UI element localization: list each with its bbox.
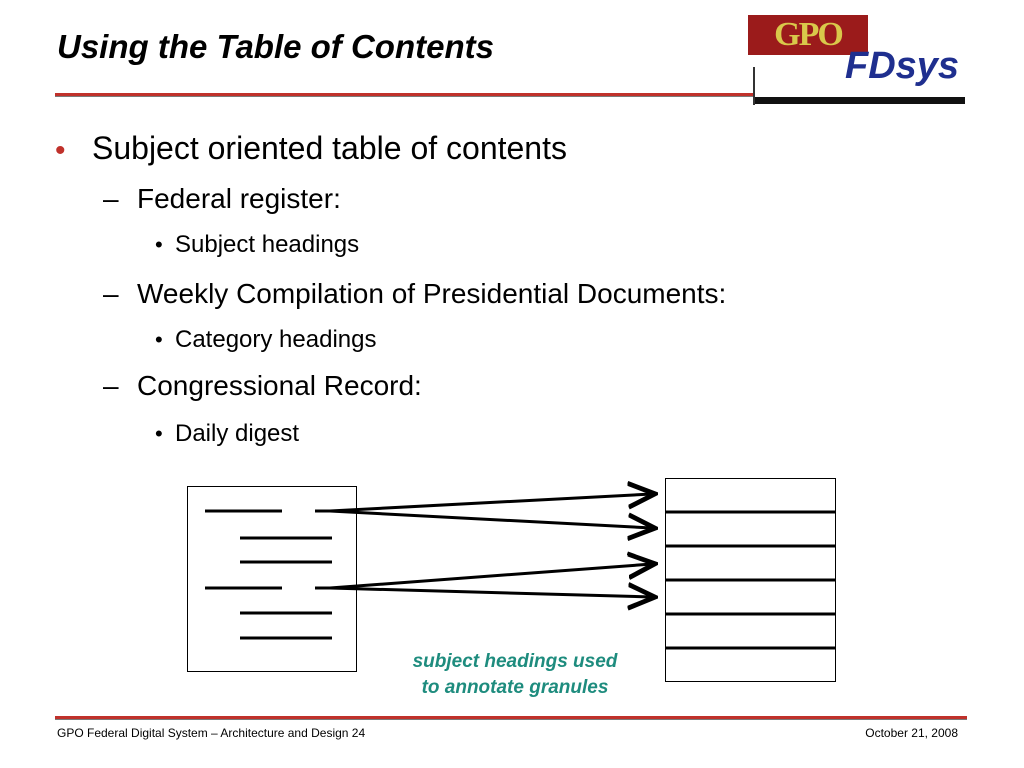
granules-document — [665, 478, 836, 682]
footer-divider — [55, 716, 967, 720]
bullet-marker: • — [55, 134, 66, 167]
bullet-marker: • — [155, 232, 163, 257]
fdsys-logo — [748, 15, 968, 107]
bullet-l1-subject-oriented: Subject oriented table of contents — [92, 130, 567, 166]
toc-document — [187, 486, 357, 672]
footer-left-text: GPO Federal Digital System – Architecture and Design 24 — [57, 726, 366, 740]
arrow-right-icon — [330, 588, 652, 597]
arrow-right-icon — [330, 494, 652, 511]
bullet-marker: • — [155, 327, 163, 352]
diagram-caption — [380, 649, 650, 701]
bullet-l2-federal-register: Federal register: — [137, 183, 341, 214]
bullet-l2-congressional-record: Congressional Record: — [137, 370, 422, 401]
bullet-marker: • — [155, 421, 163, 446]
gpo-logo-mark: GPO — [748, 15, 868, 55]
bullet-l3-subject-headings: Subject headings — [175, 231, 360, 258]
dash-marker: – — [103, 278, 119, 309]
bullet-l2-weekly-compilation: Weekly Compilation of Presidential Documents: — [137, 278, 727, 309]
arrow-right-icon — [330, 564, 652, 588]
slide-title: Using the Table of Contents — [57, 28, 494, 65]
caption-line-1: subject headings used — [412, 651, 618, 672]
arrow-right-icon — [330, 511, 652, 528]
dash-marker: – — [103, 183, 119, 214]
title-divider — [55, 93, 755, 97]
bullet-l3-daily-digest: Daily digest — [175, 420, 300, 447]
caption-line-2: to annotate granules — [421, 677, 609, 698]
footer-date: October 21, 2008 — [865, 726, 958, 740]
logo-horizontal-bar — [755, 97, 965, 104]
fdsys-logo-text: FDsys — [845, 45, 960, 87]
bullet-l3-category-headings: Category headings — [175, 326, 377, 353]
arrow-right-icon — [330, 494, 652, 597]
dash-marker: – — [103, 370, 119, 401]
